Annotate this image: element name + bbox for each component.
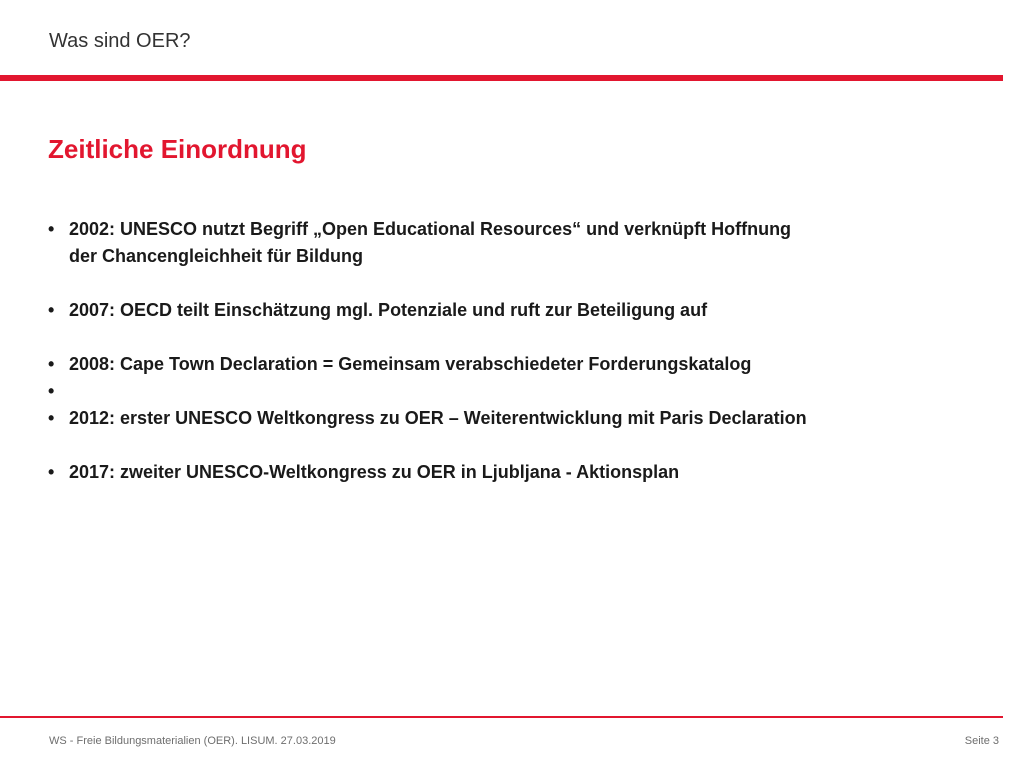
- footer-divider: [0, 716, 1003, 718]
- page-number: Seite 3: [964, 735, 999, 747]
- bullet-text: 2002: UNESCO nutzt Begriff „Open Educational Resources“ und verknüpft Hoffnung der Chancengleichheit für Bildung: [69, 219, 792, 266]
- bullet-text: 2008: Cape Town Declaration = Gemeinsam verabschiedeter Forderungskatalog: [69, 354, 752, 374]
- slide-title: Zeitliche Einordnung: [48, 134, 307, 164]
- bullet-item-2007: [48, 297, 808, 324]
- bullet-item-2002: [48, 216, 808, 270]
- bullet-text: 2017: zweiter UNESCO-Weltkongress zu OER in Ljubljana - Aktionsplan: [69, 462, 680, 482]
- bullet-item-2017: [48, 459, 808, 486]
- header-divider: [0, 75, 1003, 81]
- header-title: Was sind OER?: [49, 30, 191, 52]
- bullet-item-2008: [48, 351, 808, 378]
- bullet-item-2012: [48, 405, 808, 432]
- bullet-item-empty: [48, 378, 808, 405]
- bullet-marker: •: [48, 381, 55, 401]
- bullet-text: 2012: erster UNESCO Weltkongress zu OER – Weiterentwicklung mit Paris Declaration: [69, 408, 807, 428]
- bullet-text: 2007: OECD teilt Einschätzung mgl. Potenziale und ruft zur Beteiligung auf: [69, 300, 708, 320]
- footer-caption: WS - Freie Bildungsmaterialien (OER). LISUM. 27.03.2019: [49, 735, 336, 747]
- bullet-marker: •: [48, 300, 55, 320]
- bullet-marker: •: [48, 219, 55, 239]
- bullet-marker: •: [48, 408, 55, 428]
- bullet-marker: •: [48, 462, 55, 482]
- bullet-list: [48, 216, 808, 486]
- bullet-marker: •: [48, 354, 55, 374]
